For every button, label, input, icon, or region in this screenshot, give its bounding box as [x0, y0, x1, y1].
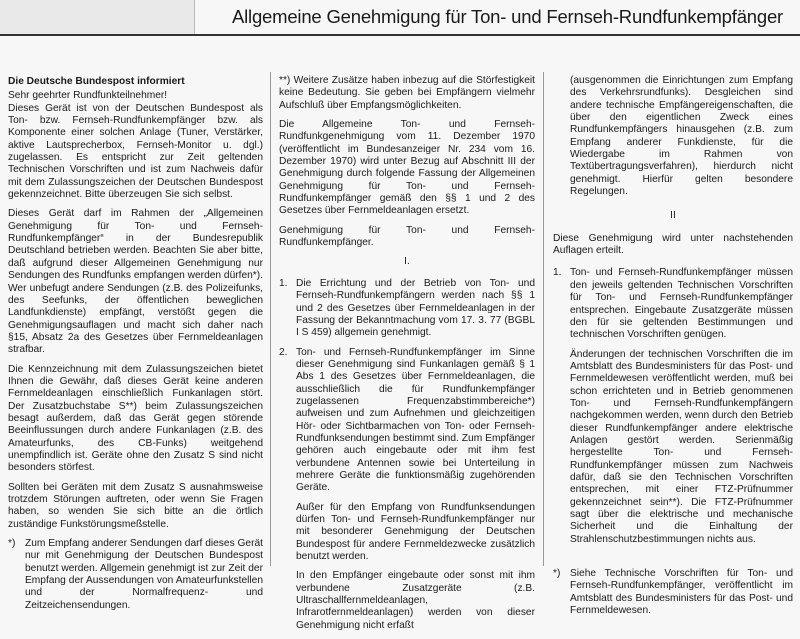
- page-title: Allgemeine Genehmigung für Ton- und Fernseh-Rundfunkempfänger: [232, 6, 784, 27]
- list-item: [279, 278, 535, 340]
- paragraph: Die Allgemeine Ton- und Fernseh-Rundfunkgenehmigung vom 11. Dezember 1970 (veröffentlicht im Bundesanzeiger Nr. 234 vom 16. Dezember 1970) wird unter Bezug auf Abschnitt III der Genehmigung durch folgende Fassung der Allgemeinen Genehmigung für Ton- und Fernseh-Rundfunkempfänger gemäß den §§ 1 und 2 des Gesetzes über Fernmeldeanlagen ersetzt.: [279, 119, 535, 217]
- section-number: II: [670, 210, 676, 222]
- paragraph: Diese Genehmigung wird unter nachstehenden Auflagen erteilt.: [553, 232, 793, 257]
- salutation: Sehr geehrter Rundfunkteilnehmer!: [8, 90, 168, 102]
- footnote: [8, 538, 263, 612]
- item-text: Änderungen der technischen Vorschriften die im Amtsblatt des Bundesministers für das Post- und Fernmeldewesen veröffentlicht werden, muß bei schon errichteten und in Betrieb genommenen Ton- und Fernseh-Rundfunkempfängern nachgekommen werden, wenn durch den Betrieb dieser Rundfunkempfänger andere elektrische Anlagen gestört werden. Serienmäßig hergestellte Ton- und Fernseh-Rundfunkempfänger müssen zum Nachweis dafür, daß sie den Technischen Vorschriften entsprechen, mit einer FTZ-Prüfnummer gekennzeichnet sein**). Die FTZ-Prüfnummer sagt über die elektrische und mechanische Sicherheit und die Einhaltung der Strahlenschutzbestimmungen nichts aus.: [570, 348, 793, 545]
- paragraph: Sollten bei Geräten mit dem Zusatz S ausnahmsweise trotzdem Störungen auftreten, oder wenn Sie Fragen haben, so wenden Sie sich bitte an die örtlich zuständige Funkstörungsmeßstelle.: [8, 481, 263, 530]
- list-item: [553, 267, 793, 341]
- item-number: 2.: [279, 346, 288, 358]
- list-item-continuation: [279, 570, 535, 632]
- column-1: [8, 76, 263, 619]
- page-header: [0, 0, 800, 36]
- footnote: [553, 568, 793, 617]
- column-divider: [543, 72, 544, 566]
- item-number: 1.: [553, 267, 562, 279]
- list-item-continuation: [553, 349, 793, 547]
- item-text: Die Errichtung und der Betrieb von Ton- und Fernseh-Rundfunkempfängern werden nach §§ 1 und 2 des Gesetzes über Fernmeldeanlagen in der Fassung der Bekanntmachung vom 17. 3. 77 (BGBL I S 459) allgemein genehmigt.: [296, 277, 535, 339]
- header-tab: [0, 0, 195, 36]
- footnote-mark: *): [553, 568, 561, 580]
- item-number: 1.: [279, 277, 288, 289]
- header-rule: [0, 34, 800, 36]
- item-text: Außer für den Empfang von Rundfunksendungen dürfen Ton- und Fernseh-Rundfunkempfänger nur mit besonderer Genehmigung der Deutschen Bundespost für andere Fernmeldezwecke zusätzlich benutzt werden.: [296, 501, 535, 563]
- section-number: I.: [404, 256, 410, 268]
- column-3: [553, 75, 793, 624]
- footnote-text: Siehe Technische Vorschriften für Ton- und Fernseh-Rundfunkempfänger, veröffentlicht im Amtsblatt des Bundesministers für das Post- und Fernmeldewesen.: [570, 568, 793, 617]
- section-heading: Die Deutsche Bundespost informiert: [8, 76, 185, 87]
- footnote-paragraph: **) Weitere Zusätze haben inbezug auf die Störfestigkeit keine Bedeutung. Sie geben bei Empfängern vielmehr Aufschluß über Empfangsmöglichkeiten.: [279, 75, 535, 111]
- item-text: In den Empfänger eingebaute oder sonst mit ihm verbundene Zusatzgeräte (z.B. Ultraschallfernmeldeanlagen, Infrarotfernmeldeanlagen) werden von dieser Genehmigung nicht erfaßt: [296, 570, 535, 631]
- paragraph: Genehmigung für Ton- und Fernseh-Rundfunkempfänger.: [279, 224, 535, 249]
- item-text: (ausgenommen die Einrichtungen zum Empfang des Verkehrsrundfunks). Desgleichen sind andere technische Empfängereigenschaften, die über den eigentlichen Zweck eines Rundfunkempfängers hinausgehen (z.B. zum Empfang anderer Funkdienste, für die Wiedergabe im Rahmen von Textübertragungsverfahren), hierdurch nicht genehmigt. Hierfür gelten besondere Regelungen.: [570, 75, 793, 198]
- item-text: Ton- und Fernseh-Rundfunkempfänger im Sinne dieser Genehmigung sind Funkanlagen gemäß § 1 Abs 1 des Gesetzes über Fernmeldeanlagen, die ausschließlich die für Rundfunkempfänger zugelassenen Frequenzabstimmbereiche*) aufweisen und zum Aufnehmen und gleichzeitigen Hör- oder Sichtbarmachen von Ton- oder Fernseh-Rundfunksendungen bestimmt sind. Zum Empfänger gehören auch eingebaute oder mit ihm fest verbundene Antennen sowie bei Unterteilung in mehrere Geräte die funktionsmäßig zugehörenden Geräte.: [296, 346, 535, 494]
- column-2: [279, 75, 535, 639]
- list-item-continuation: [279, 502, 535, 564]
- paragraph: Dieses Gerät darf im Rahmen der „Allgemeinen Genehmigung für Ton- und Fernseh-Rundfunkempfänger“ in der Bundesrepublik Deutschland betrieben werden. Beachten Sie aber bitte, daß aufgrund dieser Allgemeinen Genehmigung nur Sendungen des Rundfunks empfangen werden dürfen*). Wer unbefugt andere Sendungen (z.B. des Polizeifunks, des Seefunks, der öffentlichen beweglichen Landfunkdienste) empfängt, verstößt gegen die Genehmigungsauflagen und macht sich daher nach §15, Absatz 2a des Gesetzes über Fernmeldeanlagen strafbar.: [8, 208, 263, 356]
- item-text: Ton- und Fernseh-Rundfunkempfänger müssen den jeweils geltenden Technischen Vorschriften für Ton- und Fernseh-Rundfunkempfänger entsprechen. Eingebaute Zusatzgeräte müssen den für sie geltenden Bestimmungen und technischen Vorschriften genügen.: [570, 267, 793, 341]
- footnote-mark: *): [8, 538, 16, 550]
- list-item: [279, 347, 535, 495]
- column-divider: [270, 72, 271, 566]
- footnote-text: Zum Empfang anderer Sendungen darf dieses Gerät nur mit Genehmigung der Deutschen Bundespost benutzt werden. Allgemein genehmigt ist zur Zeit der Empfang der Aussendungen von Amateurfunkstellen und der Normalfrequenz- und Zeitzeichensendungen.: [25, 538, 263, 611]
- list-item-continuation: [553, 75, 793, 198]
- paragraph: Dieses Gerät ist von der Deutschen Bundespost als Ton- bzw. Fernseh-Rundfunkempfänger bzw. als Komponente einer solchen Anlage (Tuner, Verstärker, aktive Lautsprecherbox, Fernseh-Monitor u. dgl.) zugelassen. Es entspricht zur Zeit geltenden Technischen Vorschriften und ist zum Nachweis dafür mit dem Zulassungszeichen der Deutschen Bundespost gekennzeichnet. Bitte überzeugen Sie sich selbst.: [8, 102, 263, 201]
- paragraph: Die Kennzeichnung mit dem Zulassungszeichen bietet Ihnen die Gewähr, daß dieses Gerät keine anderen Fernmeldeanlagen einschließlich Funkanlagen stört. Der Zusatzbuchstabe S**) beim Zulassungszeichen besagt außerdem, daß das Gerät gegen störende Beeinflussungen durch andere Funkanlagen (z.B. des Amateurfunks, des CB-Funks) weitgehend unempfindlich ist. Geräte ohne den Zusatz S sind nicht besonders störfest.: [8, 363, 263, 474]
